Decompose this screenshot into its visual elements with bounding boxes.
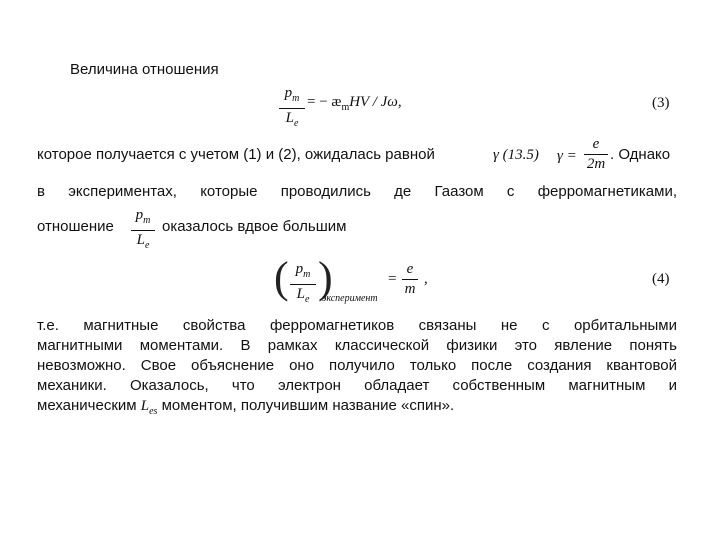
eq4-rhs-fraction (402, 261, 418, 298)
eq3-denominator: L (285, 110, 294, 126)
eq3-rhs-sub: m (341, 102, 350, 113)
ratio-denominator-sub: e (144, 240, 150, 251)
right-paren: ) (318, 253, 333, 302)
eq3-number: (3) (652, 95, 670, 111)
fraction-bar (402, 279, 418, 280)
para2-line-3: невозможно. Свое объяснение оно получило только после создания квантовой (37, 357, 677, 374)
gamma-equation: γ = (557, 148, 577, 164)
eq3-rhs-tail: HV / Jω, (349, 94, 402, 110)
fraction-bar (584, 154, 608, 155)
spin-symbol: $L_{es}$ (140, 398, 158, 417)
eq3-numerator-sub: m (292, 93, 300, 104)
fraction-bar (131, 230, 155, 231)
para2-last-tail: моментом, получившим название «спин». (161, 397, 455, 414)
gamma-ref: γ (13.5) (493, 147, 539, 163)
eq4-subscript: эксперимент (322, 293, 378, 304)
eq4-comma: , (424, 271, 428, 287)
ratio-numerator-sub: m (143, 215, 151, 226)
para1-line3-text: отношение (37, 218, 114, 235)
eq4-denominator: L (296, 286, 305, 302)
eq4-rhs-num: e (406, 261, 414, 277)
eq4-denominator-sub: e (304, 294, 310, 305)
para2-line-5 (37, 397, 454, 417)
para2-line-1: т.е. магнитные свойства ферромагнетиков связаны не с орбитальными (37, 317, 677, 334)
fraction-bar (290, 284, 316, 285)
left-paren: ( (274, 253, 289, 302)
ratio-denominator: L (136, 232, 145, 248)
eq4-rhs-den: m (404, 281, 416, 297)
para2-line-2: магнитными моментами. В рамках классической физики это явление понять (37, 337, 677, 354)
para1-line1-text: которое получается с учетом (1) и (2), ожидалась равной (37, 146, 435, 163)
para1-line1-tail: . Однако (610, 146, 671, 163)
eq4-equals: = (388, 271, 397, 287)
gamma-frac-den: 2m (586, 156, 606, 172)
eq4-number: (4) (652, 271, 670, 287)
para1-line2: в экспериментах, которые проводились де Гаазом с ферромагнетиками, (37, 183, 677, 200)
para2-line-4: механики. Оказалось, что электрон обладает собственным магнитным и (37, 377, 677, 394)
eq3-rhs-head: = − æ (307, 94, 342, 110)
gamma-frac-num: e (592, 136, 600, 152)
para1-line3-tail: оказалось вдвое большим (162, 218, 347, 235)
gamma-fraction (584, 136, 608, 173)
eq3-numerator: p (284, 85, 293, 101)
eq3-denominator-sub: e (293, 118, 299, 129)
section-heading: Величина отношения (70, 61, 219, 78)
ratio-numerator: p (135, 207, 144, 223)
para2-last-text: механическим (37, 397, 137, 414)
eq3-fraction (279, 85, 305, 132)
eq4-numerator-sub: m (303, 269, 311, 280)
fraction-bar (279, 108, 305, 109)
eq3-rhs (307, 94, 402, 113)
eq4-numerator: p (295, 261, 304, 277)
ratio-fraction (131, 207, 155, 254)
eq4-fraction (290, 261, 316, 308)
